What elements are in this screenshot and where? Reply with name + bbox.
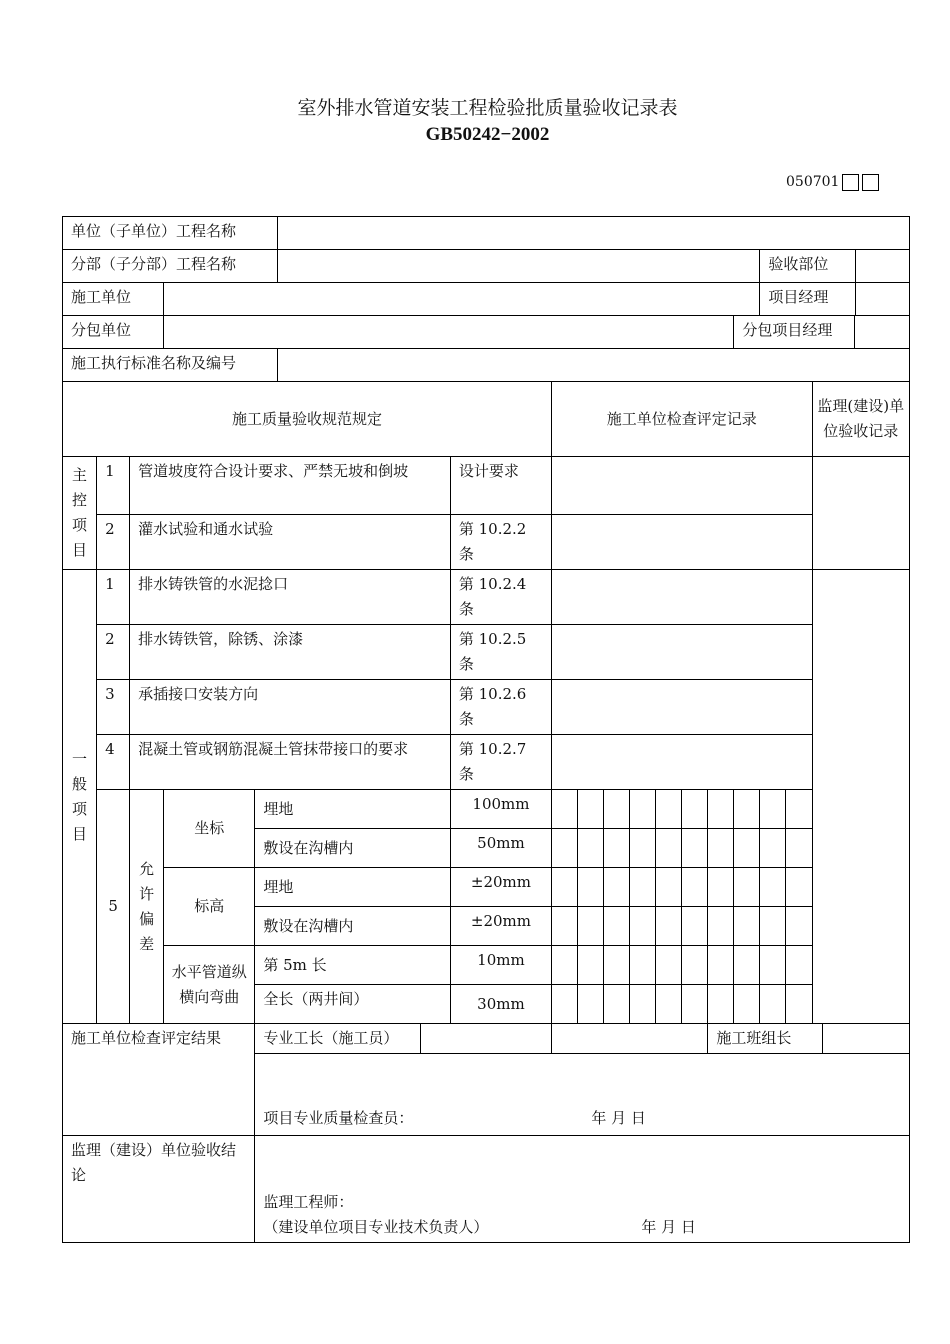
supervision-conclusion-label: 监理（建设）单位验收结论: [63, 1136, 255, 1243]
standard-label: 施工执行标准名称及编号: [63, 349, 278, 382]
measure-cell[interactable]: [604, 790, 630, 829]
measure-cell[interactable]: [734, 829, 760, 868]
general-item-ref: 第 10.2.5 条: [450, 625, 551, 680]
measure-cell[interactable]: [760, 946, 786, 985]
engineer-label: 监理工程师：: [263, 1193, 354, 1211]
unit-name-label: 单位（子单位）工程名称: [63, 217, 278, 250]
measure-cell[interactable]: [604, 907, 630, 946]
measure-cell[interactable]: [760, 829, 786, 868]
deviation-value: ±20mm: [450, 907, 551, 946]
inspector-label: 项目专业质量检查员：: [263, 1109, 414, 1127]
measure-cell[interactable]: [734, 985, 760, 1024]
measure-cell[interactable]: [786, 868, 812, 907]
measure-cell[interactable]: [552, 907, 578, 946]
measure-cell[interactable]: [630, 985, 656, 1024]
measure-cell[interactable]: [630, 946, 656, 985]
deviation-value: 50mm: [450, 829, 551, 868]
measure-cell[interactable]: [604, 946, 630, 985]
main-item-ref: 设计要求: [450, 457, 551, 515]
construction-unit-field[interactable]: [164, 283, 760, 316]
measure-cell[interactable]: [604, 868, 630, 907]
main-item-record[interactable]: [552, 457, 812, 515]
spec-column-header: 施工质量验收规范规定: [63, 382, 552, 457]
measure-cell[interactable]: [552, 868, 578, 907]
deviation-value: ±20mm: [450, 868, 551, 907]
standard-field[interactable]: [278, 349, 910, 382]
general-item-ref: 第 10.2.4 条: [450, 570, 551, 625]
measure-cell[interactable]: [682, 868, 708, 907]
main-item-ref: 第 10.2.2 条: [450, 515, 551, 570]
general-items-supervision[interactable]: [812, 570, 909, 1024]
form-title: 室外排水管道安装工程检验批质量验收记录表: [297, 97, 678, 119]
measure-cell[interactable]: [656, 829, 682, 868]
acceptance-part-field[interactable]: [856, 250, 909, 282]
subunit-name-label: 分部（子分部）工程名称: [63, 250, 278, 283]
inspector-date: 年 月 日: [591, 1109, 646, 1127]
general-item-no: 4: [97, 735, 130, 790]
general-item-desc: 混凝土管或钢筋混凝土管抹带接口的要求: [130, 735, 451, 790]
measure-cell[interactable]: [656, 790, 682, 829]
measure-cell[interactable]: [708, 790, 734, 829]
general-item-desc: 排水铸铁管，除锈、涂漆: [130, 625, 451, 680]
form-code: [786, 173, 879, 191]
general-item-record[interactable]: [552, 680, 812, 735]
measure-cell[interactable]: [786, 829, 812, 868]
general-item-no: 1: [97, 570, 130, 625]
main-item-record[interactable]: [552, 515, 812, 570]
measure-cell[interactable]: [708, 946, 734, 985]
general-item-ref: 第 10.2.6 条: [450, 680, 551, 735]
general-item-no: 3: [97, 680, 130, 735]
main-item-no: 2: [97, 515, 130, 570]
subcontract-unit-field[interactable]: [164, 316, 734, 349]
measure-cell[interactable]: [786, 985, 812, 1024]
measure-cell[interactable]: [578, 907, 604, 946]
measure-cell[interactable]: [682, 907, 708, 946]
acceptance-part-label: 验收部位: [760, 250, 856, 282]
measure-cell[interactable]: [552, 829, 578, 868]
deviation-item: 全长（两井间）: [255, 985, 450, 1024]
general-item-desc: 承插接口安装方向: [130, 680, 451, 735]
main-item-desc: 灌水试验和通水试验: [130, 515, 451, 570]
measure-cell[interactable]: [708, 907, 734, 946]
project-manager-label: 项目经理: [760, 283, 856, 315]
measure-cell[interactable]: [578, 985, 604, 1024]
measure-cell[interactable]: [786, 790, 812, 829]
deviation-value: 10mm: [450, 946, 551, 985]
measure-cell[interactable]: [682, 790, 708, 829]
subunit-name-field[interactable]: [278, 250, 760, 283]
general-items-label: 一般项目: [63, 570, 97, 1024]
measure-cell[interactable]: [682, 829, 708, 868]
main-items-supervision[interactable]: [812, 457, 909, 570]
subcontract-unit-label: 分包单位: [63, 316, 164, 349]
deviation-group-name: 坐标: [164, 790, 255, 868]
measure-cell[interactable]: [786, 907, 812, 946]
general-item-desc: 排水铸铁管的水泥捻口: [130, 570, 451, 625]
measure-cell[interactable]: [604, 985, 630, 1024]
form-code-number: 050701: [786, 174, 840, 190]
measure-cell[interactable]: [630, 868, 656, 907]
main-item-desc: 管道坡度符合设计要求、严禁无坡和倒坡: [130, 457, 451, 515]
project-manager-field[interactable]: [856, 283, 909, 315]
main-items-label: 主控项目: [63, 457, 97, 570]
general-item-no: 2: [97, 625, 130, 680]
code-box-2[interactable]: [862, 174, 879, 191]
measure-cell[interactable]: [760, 868, 786, 907]
team-leader-field[interactable]: [823, 1024, 909, 1053]
unit-name-field[interactable]: [278, 217, 910, 250]
deviation-item: 敷设在沟槽内: [255, 829, 450, 868]
measure-cell[interactable]: [708, 829, 734, 868]
measure-cell[interactable]: [656, 946, 682, 985]
measure-cell[interactable]: [708, 985, 734, 1024]
measure-cell[interactable]: [552, 946, 578, 985]
measure-cell[interactable]: [630, 790, 656, 829]
deviation-item: 埋地: [255, 868, 450, 907]
measure-cell[interactable]: [630, 907, 656, 946]
measure-cell[interactable]: [682, 946, 708, 985]
deviation-value: 30mm: [450, 985, 551, 1024]
deviation-item: 第 5m 长: [255, 946, 450, 985]
measure-cell[interactable]: [760, 907, 786, 946]
measure-cell[interactable]: [760, 790, 786, 829]
measure-cell[interactable]: [734, 790, 760, 829]
measure-cell[interactable]: [578, 829, 604, 868]
measure-cell[interactable]: [630, 829, 656, 868]
measure-cell[interactable]: [734, 946, 760, 985]
subcontract-manager-label: 分包项目经理: [734, 316, 855, 348]
general-item-ref: 第 10.2.7 条: [450, 735, 551, 790]
measure-cell[interactable]: [682, 985, 708, 1024]
measure-cell[interactable]: [786, 946, 812, 985]
foreman-label: 专业工长（施工员）: [263, 1029, 399, 1047]
general-item-record[interactable]: [552, 735, 812, 790]
supervision-date: 年 月 日: [641, 1218, 696, 1236]
subcontract-manager-field[interactable]: [855, 316, 909, 348]
deviation-item: 埋地: [255, 790, 450, 829]
measure-cell[interactable]: [734, 907, 760, 946]
construction-unit-label: 施工单位: [63, 283, 164, 316]
measure-cell[interactable]: [708, 868, 734, 907]
deviation-group-name: 水平管道纵横向弯曲: [164, 946, 255, 1024]
general-item-record[interactable]: [552, 570, 812, 625]
measure-cell[interactable]: [656, 985, 682, 1024]
owner-rep-label: （建设单位项目专业技术负责人）: [263, 1218, 489, 1236]
measure-cell[interactable]: [578, 868, 604, 907]
deviation-label: 允许偏差: [130, 790, 164, 1024]
deviation-group-name: 标高: [164, 868, 255, 946]
code-box-1[interactable]: [842, 174, 859, 191]
measure-cell[interactable]: [656, 868, 682, 907]
supervision-column-header: 监理(建设)单位验收记录: [812, 382, 909, 457]
deviation-value: 100mm: [450, 790, 551, 829]
measure-cell[interactable]: [578, 790, 604, 829]
main-item-no: 1: [97, 457, 130, 515]
general-item-record[interactable]: [552, 625, 812, 680]
measure-cell[interactable]: [656, 907, 682, 946]
deviation-item: 敷设在沟槽内: [255, 907, 450, 946]
measure-cell[interactable]: [760, 985, 786, 1024]
measure-cell[interactable]: [604, 829, 630, 868]
check-record-column-header: 施工单位检查评定记录: [552, 382, 812, 457]
foreman-field[interactable]: [552, 1024, 708, 1054]
measure-cell[interactable]: [552, 790, 578, 829]
deviation-item-no: 5: [97, 790, 130, 1024]
team-leader-label: 施工班组长: [708, 1024, 823, 1053]
standard-code: GB50242−2002: [425, 124, 550, 145]
check-result-label: 施工单位检查评定结果: [63, 1024, 255, 1136]
measure-cell[interactable]: [734, 868, 760, 907]
measure-cell[interactable]: [578, 946, 604, 985]
measure-cell[interactable]: [552, 985, 578, 1024]
inspection-table: [62, 216, 910, 1243]
